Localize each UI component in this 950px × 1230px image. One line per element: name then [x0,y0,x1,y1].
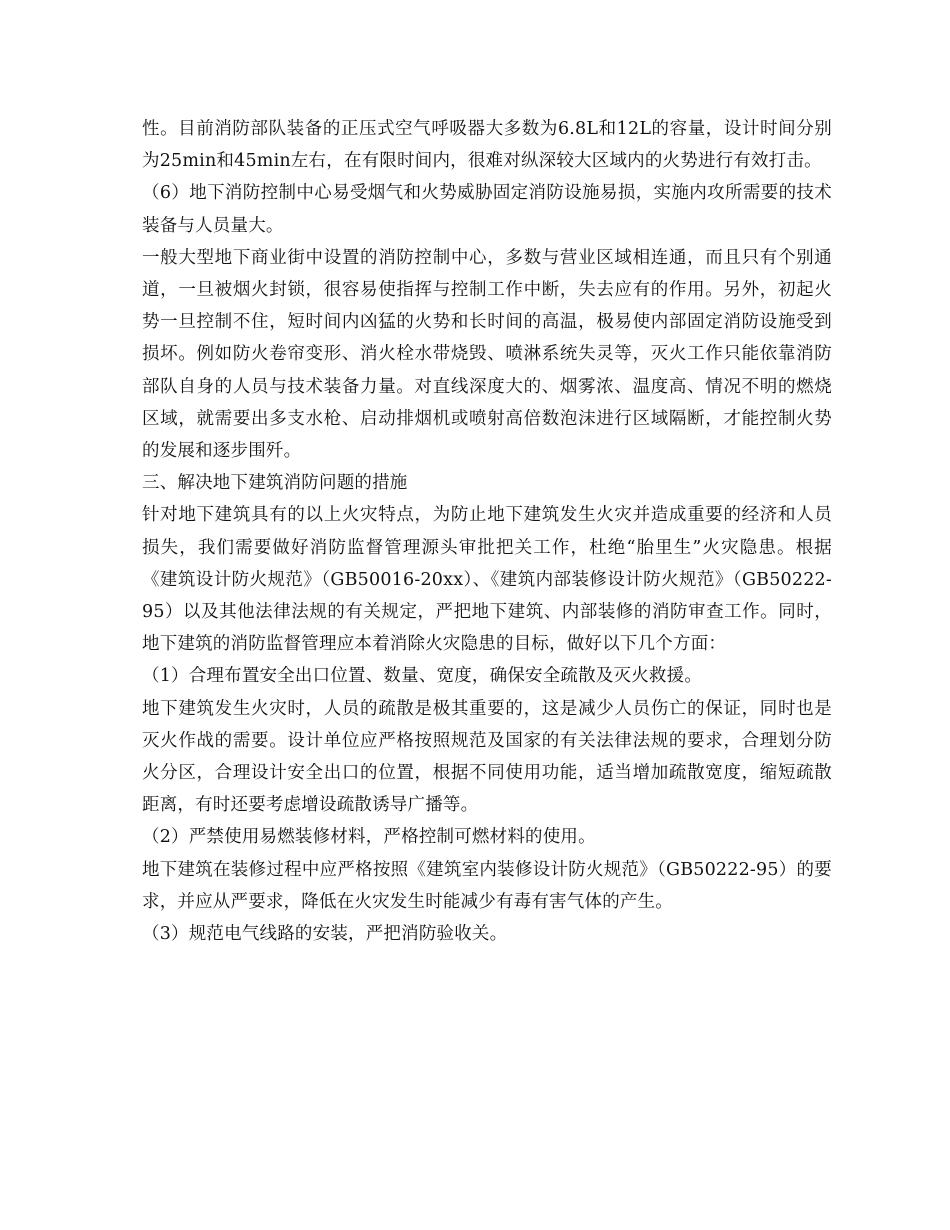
paragraph-heading-item-1: （1）合理布置安全出口位置、数量、宽度，确保安全疏散及灭火救援。 [142,666,703,687]
paragraph-decoration-materials: 地下建筑在装修过程中应严格按照《建筑室内装修设计防火规范》（GB50222-95）的要求，并应从严要求，降低在火灾发生时能减少有毒有害气体的产生。 [142,859,832,912]
paragraph-control-center: 一般大型地下商业街中设置的消防控制中心，多数与营业区域相连通，而且只有个别通道，一旦被烟火封锁，很容易使指挥与控制工作中断，失去应有的作用。另外，初起火势一旦控制不住，短时间内凶猛的火势和长时间的高温，极易使内部固定消防设施受到损坏。例如防火卷帘变形、消火栓水带烧毁、喷淋系统失灵等，灭火工作只能依靠消防部队自身的人员与技术装备力量。对直线深度大的、烟雾浓、温度高、情况不明的燃烧区域，就需要出多支水枪、启动排烟机或喷射高倍数泡沫进行区域隔断，才能控制火势的发展和逐步围歼。 [142,247,832,462]
section-heading-three: 三、解决地下建筑消防问题的措施 [142,473,408,494]
paragraph-continuation-breathing-apparatus: 性。目前消防部队装备的正压式空气呼吸器大多数为6.8L和12L的容量，设计时间分别为25min和45min左右，在有限时间内，很难对纵深较大区域内的火势进行有效打击。 [142,119,832,172]
document-page [142,113,832,950]
paragraph-evacuation: 地下建筑发生火灾时，人员的疏散是极其重要的，这是减少人员伤亡的保证，同时也是灭火作战的需要。设计单位应严格按照规范及国家的有关法律法规的要求，合理划分防火分区，合理设计安全出口的位置，根据不同使用功能，适当增加疏散宽度，缩短疏散距离，有时还要考虑增设疏散诱导广播等。 [142,698,832,816]
paragraph-heading-item-6: （6）地下消防控制中心易受烟气和火势威胁固定消防设施易损，实施内攻所需要的技术装备与人员量大。 [142,183,832,236]
paragraph-heading-item-3: （3）规范电气线路的安装，严把消防验收关。 [142,924,508,945]
paragraph-heading-item-2: （2）严禁使用易燃装修材料，严格控制可燃材料的使用。 [142,827,596,848]
paragraph-measures-intro: 针对地下建筑具有的以上火灾特点，为防止地下建筑发生火灾并造成重要的经济和人员损失，我们需要做好消防监督管理源头审批把关工作，杜绝“胎里生”火灾隐患。根据《建筑设计防火规范》（GB50016-20xx）、《建筑内部装修设计防火规范》（GB50222-95）以及其他法律法规的有关规定，严把地下建筑、内部装修的消防审查工作。同时，地下建筑的消防监督管理应本着消除火灾隐患的目标，做好以下几个方面： [142,505,832,655]
